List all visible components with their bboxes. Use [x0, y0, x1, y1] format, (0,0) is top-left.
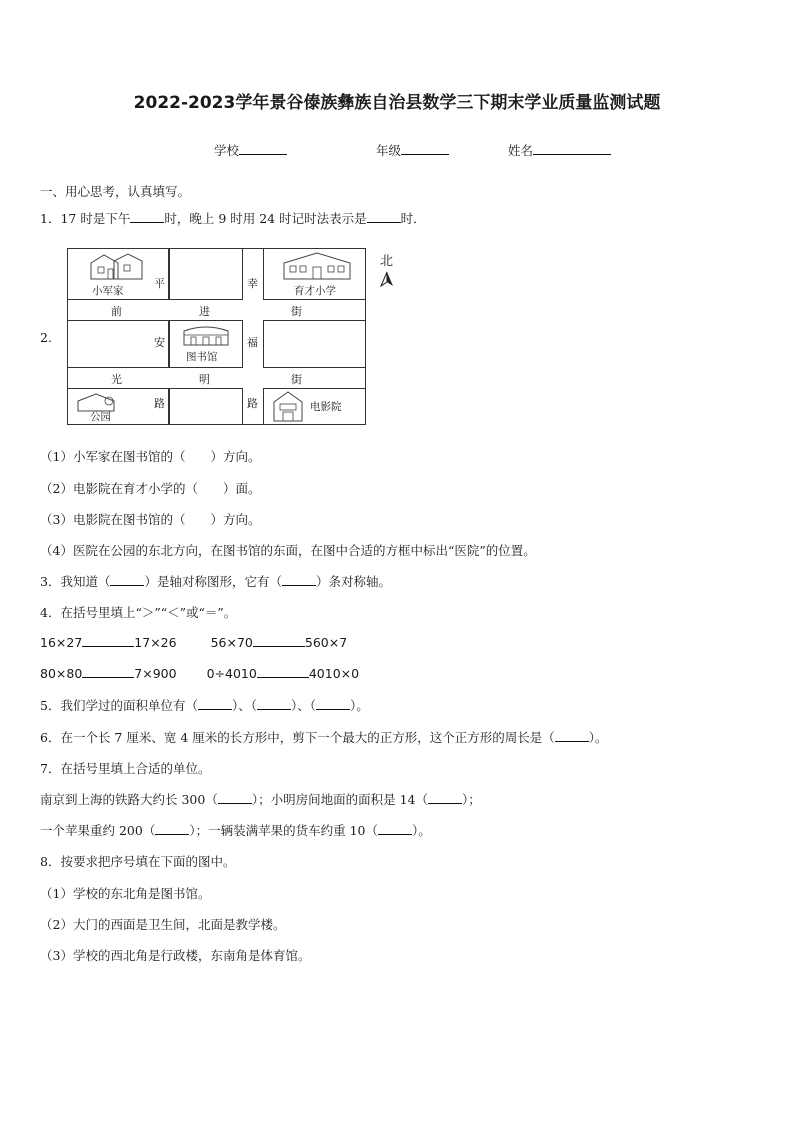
- road-guangming-3: 街: [291, 373, 302, 386]
- page-title: 2022-2023学年景谷傣族彝族自治县数学三下期末学业质量监测试题: [133, 93, 661, 113]
- q2-sub-4: （4）医院在公园的东北方向，在图书馆的东面，在图中合适的方框中标出“医院”的位置。: [40, 543, 536, 558]
- q4-r2-blank-1[interactable]: [82, 665, 134, 678]
- question-6: [40, 728, 608, 746]
- house-icon: [86, 251, 146, 281]
- grade-line: [401, 141, 449, 155]
- road-xingfu-1: 幸: [247, 277, 258, 290]
- road-pingan-1: 平: [154, 277, 165, 290]
- road-qianjin-3: 街: [291, 305, 302, 318]
- library-icon: [181, 323, 231, 347]
- section-heading: 一、用心思考，认真填写。: [40, 184, 191, 199]
- block-empty-3[interactable]: [263, 320, 366, 368]
- grade-field[interactable]: [376, 141, 449, 159]
- town-map: [67, 248, 367, 426]
- road-qianjin-2: 进: [199, 305, 210, 318]
- road-pingan-3: 路: [154, 397, 165, 410]
- place-library: 图书馆: [186, 351, 218, 363]
- q7-blank-1[interactable]: [218, 791, 252, 804]
- q4-r2-a: 80×80: [40, 666, 83, 681]
- school-label: 学校: [214, 143, 240, 158]
- q1-text-b: 时，晚上 9 时用 24 时记时法表示是: [164, 211, 367, 226]
- q4-r1-a: 16×27: [40, 635, 83, 650]
- q6-blank[interactable]: [555, 729, 589, 742]
- q4-r1-b: 17×26: [134, 635, 177, 650]
- school-line: [239, 141, 287, 155]
- q6-text-b: ）。: [588, 730, 608, 745]
- q7-l2-c: ）。: [411, 823, 431, 838]
- question-8-sub-1: （1）学校的东北角是图书馆。: [40, 886, 211, 901]
- q4-r2-c: 0÷4010: [206, 666, 257, 681]
- block-empty-4[interactable]: [169, 388, 243, 425]
- block-xiaojun: [67, 248, 169, 300]
- q7-l2-a: 一个苹果重约 200（: [40, 823, 156, 838]
- q1-blank-1[interactable]: [130, 210, 164, 223]
- cinema-icon: [270, 390, 306, 422]
- north-compass: [380, 250, 394, 291]
- question-4-row-2: [40, 665, 359, 681]
- name-line: [533, 141, 611, 155]
- q3-blank-2[interactable]: [282, 573, 316, 586]
- q3-blank-1[interactable]: [110, 573, 144, 586]
- question-5: [40, 696, 369, 714]
- road-qianjin-1: 前: [111, 305, 122, 318]
- q5-text-d: ）。: [350, 698, 369, 713]
- road-guangming-2: 明: [199, 373, 210, 386]
- q4-r1-d: 560×7: [304, 635, 348, 650]
- q4-r2-d: 4010×0: [308, 666, 360, 681]
- q5-blank-1[interactable]: [198, 697, 232, 710]
- q5-text-c: ）、（: [290, 698, 316, 713]
- q1-text-a: 1．17 时是下午: [40, 211, 131, 226]
- block-empty-1[interactable]: [169, 248, 243, 300]
- road-pingan-2: 安: [154, 336, 165, 349]
- road-xingfu-2: 福: [247, 336, 258, 349]
- q7-l1-a: 南京到上海的铁路大约长 300（: [40, 792, 218, 807]
- q5-text-a: 5．我们学过的面积单位有（: [40, 698, 198, 713]
- question-7-stem: 7．在括号里填上合适的单位。: [40, 761, 211, 776]
- question-8-sub-3: （3）学校的西北角是行政楼，东南角是体育馆。: [40, 948, 311, 963]
- q2-number: 2.: [40, 330, 52, 345]
- q4-r1-blank-2[interactable]: [253, 634, 305, 647]
- q5-blank-2[interactable]: [257, 697, 291, 710]
- place-yucai: 育才小学: [294, 285, 336, 297]
- grade-label: 年级: [376, 143, 402, 158]
- place-xiaojun: 小军家: [92, 285, 124, 297]
- question-7-line-2: [40, 821, 431, 839]
- north-arrow-icon: [380, 271, 394, 287]
- question-4-row-1: [40, 634, 347, 650]
- road-xingfu-3: 路: [247, 397, 258, 410]
- block-cinema: [263, 388, 366, 425]
- q2-sub-2: （2）电影院在育才小学的（ ）面。: [40, 481, 261, 496]
- question-3: [40, 572, 391, 590]
- place-cinema: 电影院: [310, 401, 342, 413]
- q4-r2-b: 7×900: [134, 666, 177, 681]
- q7-blank-2[interactable]: [428, 791, 462, 804]
- block-yucai: [263, 248, 366, 300]
- q3-text-c: ）条对称轴。: [315, 574, 391, 589]
- q7-l1-b: ）；小明房间地面的面积是 14（: [251, 792, 428, 807]
- name-field[interactable]: [508, 141, 611, 159]
- q4-r2-blank-2[interactable]: [257, 665, 309, 678]
- block-library: [169, 320, 243, 368]
- q6-text-a: 6．在一个长 7 厘米、宽 4 厘米的长方形中，剪下一个最大的正方形，这个正方形的周长是（: [40, 730, 555, 745]
- q5-text-b: ）、（: [231, 698, 257, 713]
- q2-sub-3: （3）电影院在图书馆的（ ）方向。: [40, 512, 261, 527]
- q4-r1-c: 56×70: [210, 635, 253, 650]
- place-park: 公园: [90, 411, 111, 423]
- q4-r1-blank-1[interactable]: [82, 634, 134, 647]
- north-label: 北: [380, 254, 394, 269]
- q5-blank-3[interactable]: [316, 697, 350, 710]
- q1-blank-2[interactable]: [367, 210, 401, 223]
- school-building-icon: [282, 251, 352, 281]
- q7-l1-c: ）；: [461, 792, 481, 807]
- question-7-line-1: [40, 790, 481, 808]
- question-4-stem: 4．在括号里填上“＞”“＜”或“＝”。: [40, 605, 237, 620]
- q3-text-b: ）是轴对称图形，它有（: [144, 574, 282, 589]
- road-guangming-1: 光: [111, 373, 122, 386]
- question-8-stem: 8．按要求把序号填在下面的图中。: [40, 854, 236, 869]
- q7-blank-4[interactable]: [378, 822, 412, 835]
- question-8-sub-2: （2）大门的西面是卫生间，北面是教学楼。: [40, 917, 286, 932]
- name-label: 姓名: [508, 143, 534, 158]
- question-1: [40, 209, 426, 227]
- school-field[interactable]: [214, 141, 287, 159]
- q3-text-a: 3．我知道（: [40, 574, 111, 589]
- q7-l2-b: ）；一辆装满苹果的货车约重 10（: [189, 823, 378, 838]
- q1-text-c: 时．: [400, 211, 426, 226]
- q2-sub-1: （1）小军家在图书馆的（ ）方向。: [40, 449, 261, 464]
- q7-blank-3[interactable]: [155, 822, 189, 835]
